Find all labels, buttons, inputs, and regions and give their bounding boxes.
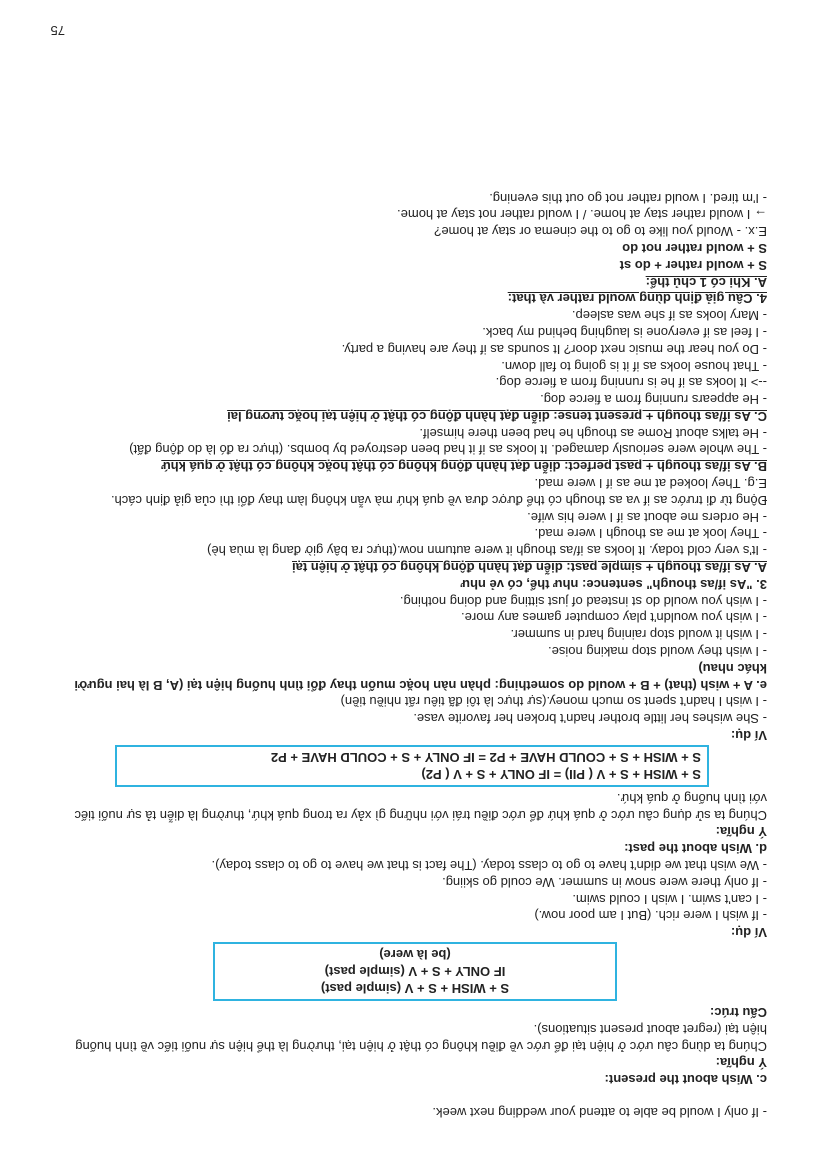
structure-box-present xyxy=(213,942,617,1001)
text-line: - I wish it would stop raining hard in summer. xyxy=(510,627,767,643)
text-line: Chúng ta sử dụng câu ước ở quá khứ để ước điều trái với những gì xảy ra trong quá khứ, thường là diễn tả sự nuối tiếc với tình huống ở quá khứ. xyxy=(74,790,767,823)
formula-line: S + WISH + S + COULD HAVE + P2 = IF ONLY + S + COULD HAVE + P2 xyxy=(270,750,701,766)
text-line: Chúng ta dùng câu ước ở hiện tại để ước về điều không có thật ở hiện tại, thường là thể hiện sự nuối tiếc về tình huống hiện tại (regret about present situations). xyxy=(75,1021,767,1054)
page-number: 75 xyxy=(50,23,65,38)
formula-line: (be là were) xyxy=(379,947,451,963)
text-line: → I would rather stay at home. / I would rather not stay at home. xyxy=(397,207,767,223)
heading-line: S + would rather + do st xyxy=(619,257,767,273)
heading-line: B. As if/as though + past perfect: diễn đạt hành động không có thật hoặc không có thật ở quá khứ xyxy=(161,459,767,475)
text-line: - He talks about Rome as though he had been there himself. xyxy=(419,425,767,441)
text-line: - I wish they would stop making noise. xyxy=(548,644,767,660)
heading-line: Ý nghĩa: xyxy=(715,1055,767,1071)
formula-line: IF ONLY + S + V (simple past) xyxy=(324,964,506,980)
text-line: - He appears running from a fierce dog. xyxy=(540,392,767,408)
heading-line: A. Khi có 1 chủ thể: xyxy=(645,274,767,290)
structure-box-past xyxy=(115,745,709,787)
text-line: - She wishes her little brother hadn't broken her favorite vase. xyxy=(413,711,767,727)
heading-line: d. Wish about the past: xyxy=(624,841,767,857)
text-line: E.g. They looked at me as if I were mad. xyxy=(534,476,767,492)
heading-line: Cấu trúc: xyxy=(709,1005,767,1021)
heading-line: e. A + wish (that) + B + would do something: phàn nàn hoặc muốn thay đổi tình huống hiện tại (A, B là hai người khác nhau) xyxy=(74,660,767,693)
text-line: - Mary looks as if she was asleep. xyxy=(571,308,767,324)
text-line: - He orders me about as if I were his wife. xyxy=(527,509,767,525)
heading-line: S + would rather not do xyxy=(622,240,767,256)
text-line: - I wish you would do st instead of just sitting and doing nothing. xyxy=(399,593,767,609)
text-line: E.x. - Would you like to go to the cinema or stay at home? xyxy=(434,224,767,240)
text-line: - I feel as if everyone is laughing behind my back. xyxy=(482,324,767,340)
heading-line: Ví dụ: xyxy=(730,925,767,941)
text-line: --> It looks as if he is running from a fierce dog. xyxy=(495,375,767,391)
text-line: - I wish you wouldn't play computer games any more. xyxy=(461,610,767,626)
text-line: - If only I would be able to attend your wedding next week. xyxy=(432,1105,767,1120)
text-line: - It's very cold today. It looks as if/as though it were autumn now.(thực ra bây giờ đang là mùa hè) xyxy=(207,543,767,559)
heading-line: A. As if/as though + simple past: diễn đạt hành động không có thật ở hiện tại xyxy=(292,560,767,576)
text-line: - I'm tired. I would rather not go out this evening. xyxy=(489,190,767,206)
text-line: - That house looks as if it is going to fall down. xyxy=(501,358,767,374)
heading-line: c. Wish about the present: xyxy=(604,1072,767,1088)
formula-line: S + WISH + S + V (simple past) xyxy=(320,981,510,997)
text-line: - We wish that we didn't have to go to class today. (The fact is that we have to go to class today). xyxy=(211,858,767,874)
heading-line: 3. "As if/as though" sentence: như thể, có vẻ như xyxy=(460,576,767,592)
heading-line: Ý nghĩa: xyxy=(715,824,767,840)
formula-line: S + WISH + S + V ( PII) = IF ONLY + S + V ( P2) xyxy=(421,767,701,783)
heading-line: 4. Câu giả định dùng would rather và that: xyxy=(507,291,767,307)
spacer xyxy=(55,1087,767,1103)
text-line: - If wish I were rich. (But I am poor now.) xyxy=(534,908,767,924)
text-line: - I can't swim. I wish I could swim. xyxy=(572,891,767,907)
text-line: - The whole were seriously damaged. It looks as if it had been destroyed by bombs. (thực ra đó là do động đất) xyxy=(129,442,767,458)
text-line: - Do you hear the music next door? It sounds as if they are having a party. xyxy=(341,341,767,357)
text-line: - If only there were snow in summer. We could go skiing. xyxy=(442,874,767,890)
heading-line: Ví dụ: xyxy=(730,728,767,744)
text-line: - They look at me as though I were mad. xyxy=(534,526,767,542)
heading-line: C. As if/as though + present tense: diễn đạt hành động có thật ở hiện tại hoặc tương lai xyxy=(227,408,767,424)
page-content xyxy=(55,189,767,1120)
text-line: Động từ đi trước as if va as though có thể được đưa về quá khứ mà vẫn không làm thay đổi thì của giả định cách. xyxy=(110,492,767,508)
text-line: - I wish I hadn't spent so much money.(sự thực là tôi đã tiêu rất nhiều tiền) xyxy=(340,694,767,710)
